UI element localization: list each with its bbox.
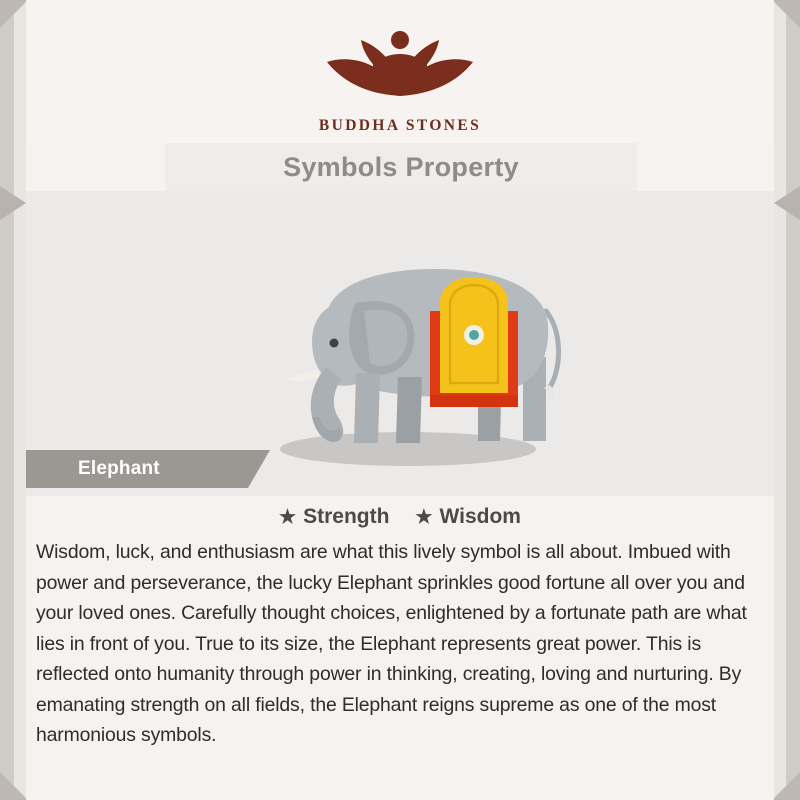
right-border-inner [774, 0, 786, 800]
ribbon-tail [248, 450, 270, 488]
brand-name: BUDDHA STONES [318, 117, 482, 134]
corner-wedge-bottom-right [772, 772, 800, 800]
title-band [165, 143, 637, 191]
left-border-strip [0, 0, 26, 800]
attribute-label: Strength [303, 505, 390, 528]
notch-right [774, 186, 800, 220]
attribute-wisdom [415, 505, 521, 529]
corner-wedge-top-left [0, 0, 28, 28]
star-icon: ★ [279, 506, 297, 528]
attribute-strength [279, 505, 389, 529]
subject-label: Elephant [78, 458, 160, 479]
brand-logo [26, 18, 774, 135]
description-paragraph: Wisdom, luck, and enthusiasm are what this lively symbol is all about. Imbued with power and perseverance, the lucky Elephant sprinkles good fortune all over you and your loved ones. Carefully thought choices, enlightened by a fortunate path are what lies in front of you. True to its size, the Elephant represents great power. This is reflected onto humanity through power in thinking, creating, loving and nurturing. By emanating strength on all fields, the Elephant reigns supreme as one of the most harmonious symbols. [36, 541, 747, 746]
attribute-label: Wisdom [439, 505, 521, 528]
right-border-strip [774, 0, 800, 800]
page-title: Symbols Property [283, 152, 519, 182]
brand-header [26, 0, 774, 145]
corner-wedge-bottom-left [0, 772, 28, 800]
left-border-inner [14, 0, 26, 800]
subject-label-ribbon [26, 450, 248, 488]
lotus-meditation-icon [305, 18, 495, 113]
corner-wedge-top-right [772, 0, 800, 28]
attributes-row [26, 505, 774, 529]
bottom-filler [26, 786, 774, 800]
notch-left [0, 186, 26, 220]
star-icon: ★ [415, 506, 433, 528]
